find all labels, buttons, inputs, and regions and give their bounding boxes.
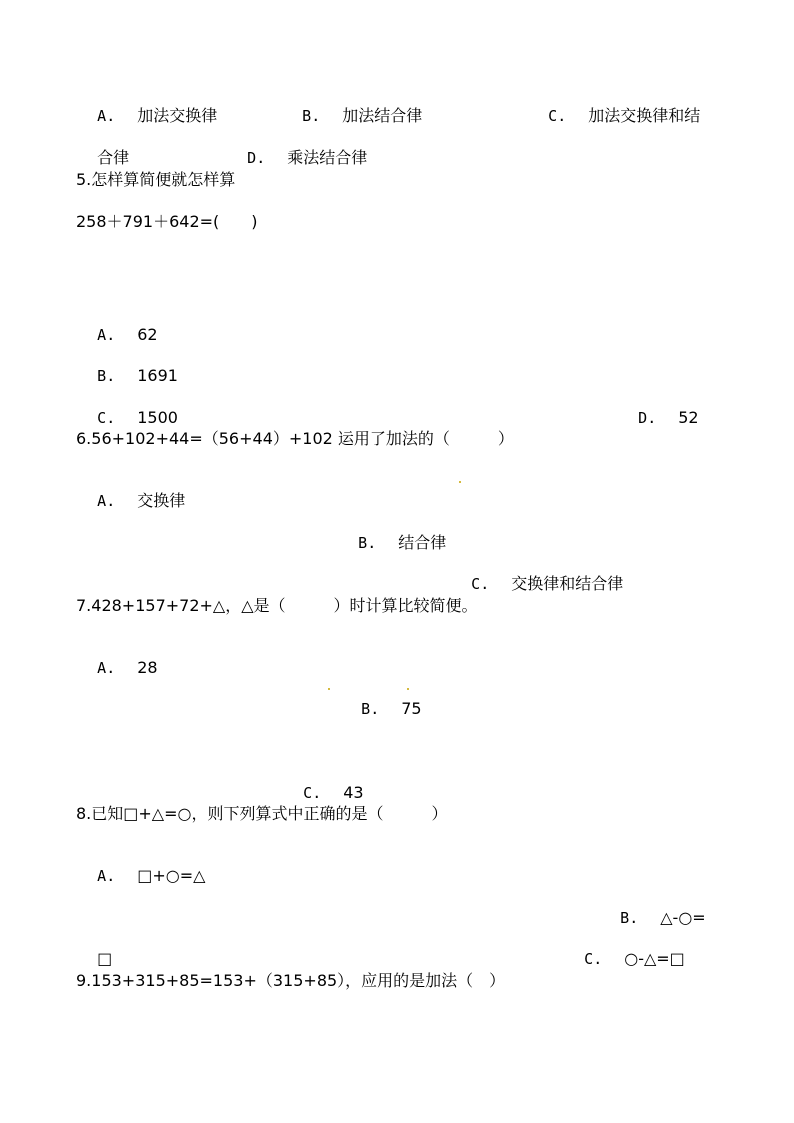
option-letter: B. [97, 367, 116, 385]
option-text: 乘法结合律 [287, 148, 368, 167]
speck [459, 481, 461, 483]
q9-title: 9.153+315+85=153+（315+85），应用的是加法（ ） [76, 971, 506, 990]
q4-option-b[interactable] [292, 86, 422, 126]
q4-option-a[interactable] [87, 86, 217, 126]
option-letter: C. [584, 950, 603, 968]
q6-option-b[interactable] [348, 513, 446, 553]
q5-option-b[interactable] [87, 346, 178, 386]
option-letter: C. [303, 784, 322, 802]
q5-expression: 258＋791＋642=( ) [76, 212, 258, 231]
q4-option-c[interactable] [538, 86, 700, 126]
option-letter: B. [358, 534, 377, 552]
q7-option-a[interactable] [87, 638, 158, 678]
option-letter: A. [97, 107, 116, 125]
speck [407, 688, 409, 690]
q8-option-c[interactable] [574, 929, 685, 969]
q4-option-d[interactable] [237, 128, 367, 168]
q8-option-a[interactable] [87, 846, 205, 886]
option-letter: D. [638, 409, 657, 427]
option-text: 加法交换律和结 [588, 106, 701, 125]
option-text: ○-△=□ [624, 949, 685, 968]
option-text-continued: □ [97, 949, 113, 968]
option-text: △-○= [660, 908, 706, 927]
q5-title: 5.怎样算简便就怎样算 [76, 170, 236, 189]
option-letter: A. [97, 492, 116, 510]
option-text: 1500 [137, 408, 178, 427]
option-letter: A. [97, 326, 116, 344]
option-letter: C. [97, 409, 116, 427]
option-text: □+○=△ [137, 866, 206, 885]
option-text: 加法交换律 [137, 106, 218, 125]
option-letter: B. [361, 700, 380, 718]
q4-option-c-continued [87, 128, 129, 168]
option-letter: D. [247, 149, 266, 167]
option-text-continued: 合律 [97, 148, 130, 167]
q5-option-c[interactable] [87, 388, 178, 428]
q5-option-d[interactable] [628, 388, 699, 428]
option-text: 交换律和结合律 [511, 574, 624, 593]
q8-option-b-continued [87, 929, 112, 969]
option-letter: B. [620, 909, 639, 927]
option-text: 1691 [137, 366, 178, 385]
speck [328, 688, 330, 690]
q7-option-c[interactable] [293, 763, 364, 803]
option-text: 交换律 [137, 491, 186, 510]
q6-title: 6.56+102+44=（56+44）+102 运用了加法的（ ） [76, 429, 514, 448]
option-letter: B. [302, 107, 321, 125]
q6-option-a[interactable] [87, 471, 185, 511]
option-text: 52 [678, 408, 699, 427]
option-text: 43 [343, 783, 364, 802]
q7-title: 7.428+157+72+△，△是（ ）时计算比较简便。 [76, 596, 478, 615]
option-text: 75 [401, 699, 422, 718]
option-text: 62 [137, 325, 158, 344]
q7-option-b[interactable] [351, 679, 422, 719]
option-text: 加法结合律 [342, 106, 423, 125]
option-letter: A. [97, 867, 116, 885]
q5-option-a[interactable] [87, 305, 158, 345]
q6-option-c[interactable] [461, 554, 623, 594]
option-letter: A. [97, 659, 116, 677]
option-letter: C. [548, 107, 567, 125]
q8-title: 8.已知□+△=○，则下列算式中正确的是（ ） [76, 804, 448, 823]
q8-option-b[interactable] [610, 888, 706, 928]
option-letter: C. [471, 575, 490, 593]
option-text: 28 [137, 658, 158, 677]
option-text: 结合律 [398, 533, 447, 552]
